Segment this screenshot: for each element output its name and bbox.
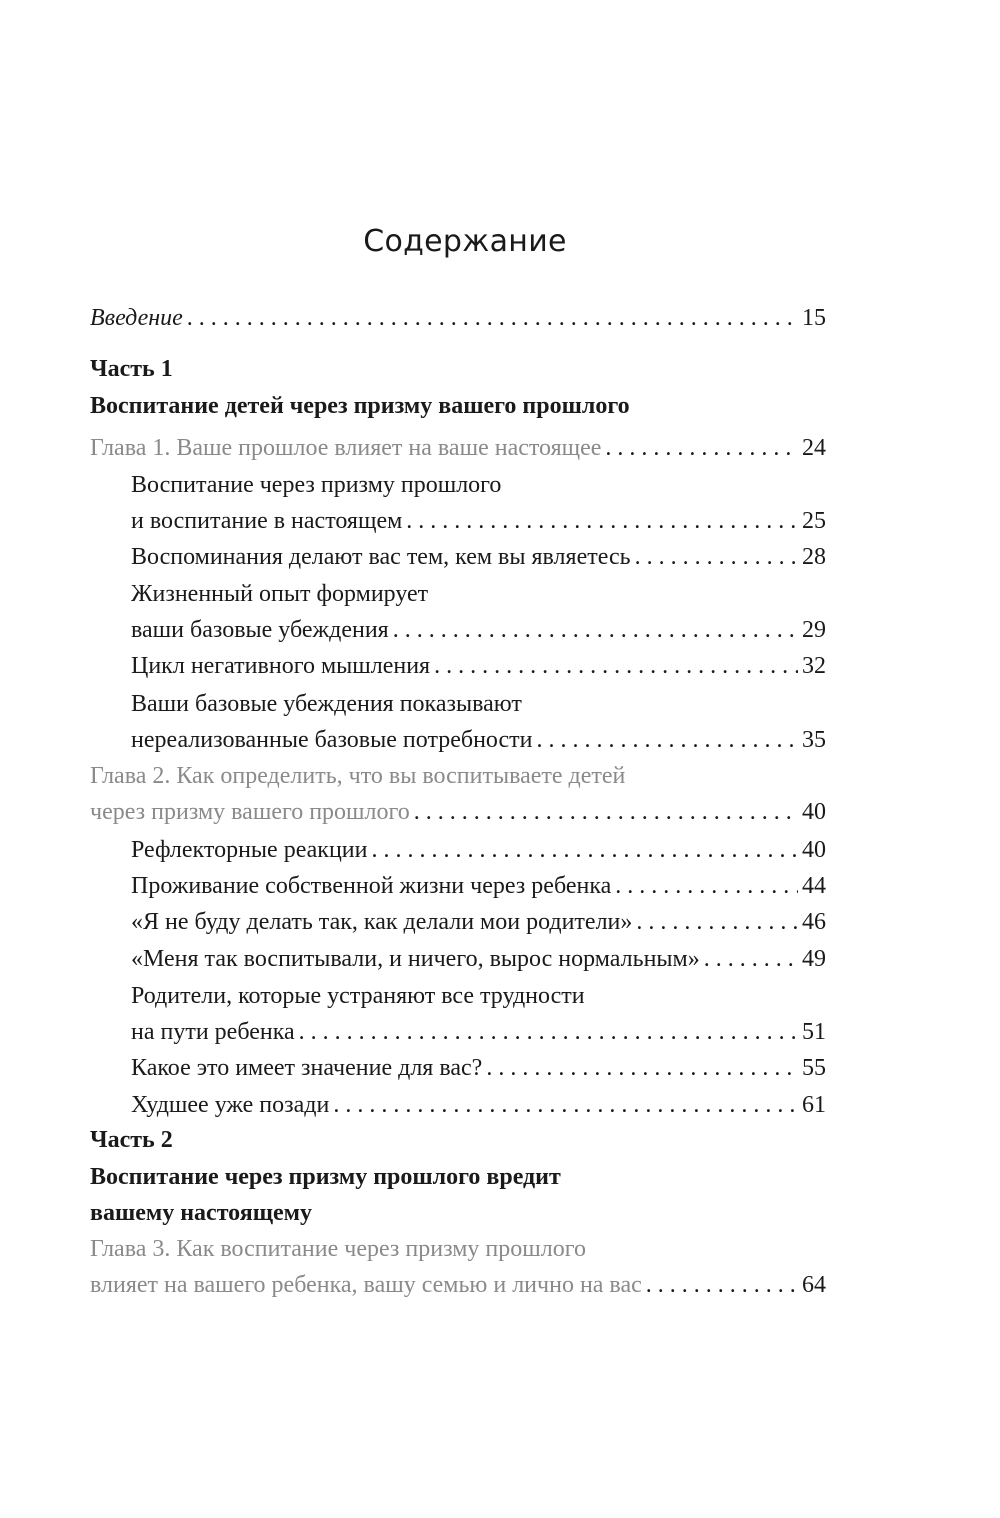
toc-page-number: 64 (802, 1272, 826, 1298)
part-1-label: Часть 1 (90, 356, 173, 382)
leader-dots (414, 794, 798, 830)
part-label (90, 1122, 826, 1158)
leader-dots (333, 1087, 798, 1123)
part-1-title: Воспитание детей через призму вашего прошлого (90, 393, 630, 419)
toc-entry-label: Глава 2. Как определить, что вы воспитываете детей (90, 763, 626, 789)
toc-page-number: 49 (802, 946, 826, 972)
toc-entry-label: Глава 3. Как воспитание через призму прошлого (90, 1236, 586, 1262)
toc-page-number: 61 (802, 1092, 826, 1118)
toc-entry-line[interactable] (131, 978, 826, 1014)
toc-entry-label: Воспитание через призму прошлого (131, 472, 502, 498)
leader-dots (434, 648, 798, 684)
toc-entry[interactable] (131, 648, 826, 684)
toc-page-number: 25 (802, 508, 826, 534)
toc-entry-chapter-2-line[interactable] (90, 758, 826, 794)
toc-entry[interactable] (131, 904, 826, 940)
toc-entry[interactable] (131, 1014, 826, 1050)
leader-dots (646, 1267, 798, 1303)
toc-page-number: 24 (802, 435, 826, 461)
toc-entry-label: нереализованные базовые потребности (131, 727, 533, 753)
toc-entry[interactable] (131, 539, 826, 575)
toc-entry-label: Ваши базовые убеждения показывают (131, 691, 522, 717)
toc-entry-label: через призму вашего прошлого (90, 799, 410, 825)
leader-dots (605, 430, 798, 466)
part-label (90, 351, 826, 387)
leader-dots (537, 722, 798, 758)
toc-entry-label: Воспоминания делают вас тем, кем вы являетесь (131, 544, 631, 570)
toc-entry[interactable] (131, 1087, 826, 1123)
leader-dots (406, 503, 798, 539)
toc-entry[interactable] (131, 868, 826, 904)
toc-entry[interactable] (131, 612, 826, 648)
part-title[interactable] (90, 388, 826, 424)
toc-entry-label: Родители, которые устраняют все трудности (131, 983, 585, 1009)
toc-entry-label: и воспитание в настоящем (131, 508, 403, 534)
toc-entry-label: на пути ребенка (131, 1019, 295, 1045)
toc-entry-label: Жизненный опыт формирует (131, 581, 429, 607)
leader-dots (486, 1050, 798, 1086)
toc-entry-line[interactable] (131, 576, 826, 612)
toc-entry-label: «Меня так воспитывали, и ничего, вырос нормальным» (131, 946, 700, 972)
toc-page-number: 28 (802, 544, 826, 570)
toc-page-number: 51 (802, 1019, 826, 1045)
toc-entry-chapter-2[interactable] (90, 794, 826, 830)
toc-page-number: 40 (802, 837, 826, 863)
toc-page-number: 32 (802, 653, 826, 679)
toc-entry[interactable] (131, 503, 826, 539)
leader-dots (636, 904, 798, 940)
toc-entry-line[interactable] (131, 467, 826, 503)
toc-entry-label: ваши базовые убеждения (131, 617, 389, 643)
toc-entry[interactable] (131, 1050, 826, 1086)
toc-entry-label: Глава 1. Ваше прошлое влияет на ваше настоящее (90, 435, 602, 461)
toc-entry-label: Проживание собственной жизни через ребенка (131, 873, 612, 899)
toc-entry-label: Рефлекторные реакции (131, 837, 368, 863)
toc-entry-chapter-1[interactable] (90, 430, 826, 466)
page-title: Содержание (363, 224, 567, 259)
toc-entry-label: Цикл негативного мышления (131, 653, 431, 679)
part-2-title: Воспитание через призму прошлого вредит (90, 1164, 561, 1190)
toc-page-number: 46 (802, 909, 826, 935)
toc-page-number: 55 (802, 1055, 826, 1081)
toc-entry-label: Введение (90, 305, 183, 331)
toc-entry-label: Худшее уже позади (131, 1092, 330, 1118)
leader-dots (187, 300, 798, 336)
toc-page-number: 29 (802, 617, 826, 643)
toc-page-number: 44 (802, 873, 826, 899)
leader-dots (704, 941, 798, 977)
toc-entry-label: «Я не буду делать так, как делали мои родители» (131, 909, 633, 935)
toc-entry[interactable] (131, 722, 826, 758)
toc-entry-label: Какое это имеет значение для вас? (131, 1055, 483, 1081)
toc-entry-chapter-3-line[interactable] (90, 1231, 826, 1267)
toc-page-number: 35 (802, 727, 826, 753)
part-2-title: вашему настоящему (90, 1200, 312, 1226)
leader-dots (393, 612, 798, 648)
leader-dots (299, 1014, 798, 1050)
leader-dots (615, 868, 798, 904)
leader-dots (371, 832, 798, 868)
toc-entry[interactable] (131, 832, 826, 868)
part-title[interactable] (90, 1195, 826, 1231)
toc-entry-label: влияет на вашего ребенка, вашу семью и лично на вас (90, 1272, 642, 1298)
toc-entry-chapter-3[interactable] (90, 1267, 826, 1303)
toc-entry-line[interactable] (131, 686, 826, 722)
toc-page-number: 40 (802, 799, 826, 825)
part-title[interactable] (90, 1159, 826, 1195)
toc-entry[interactable] (131, 941, 826, 977)
toc-page-number: 15 (802, 305, 826, 331)
toc-entry-intro[interactable] (90, 300, 826, 336)
part-2-label: Часть 2 (90, 1127, 173, 1153)
leader-dots (635, 539, 798, 575)
